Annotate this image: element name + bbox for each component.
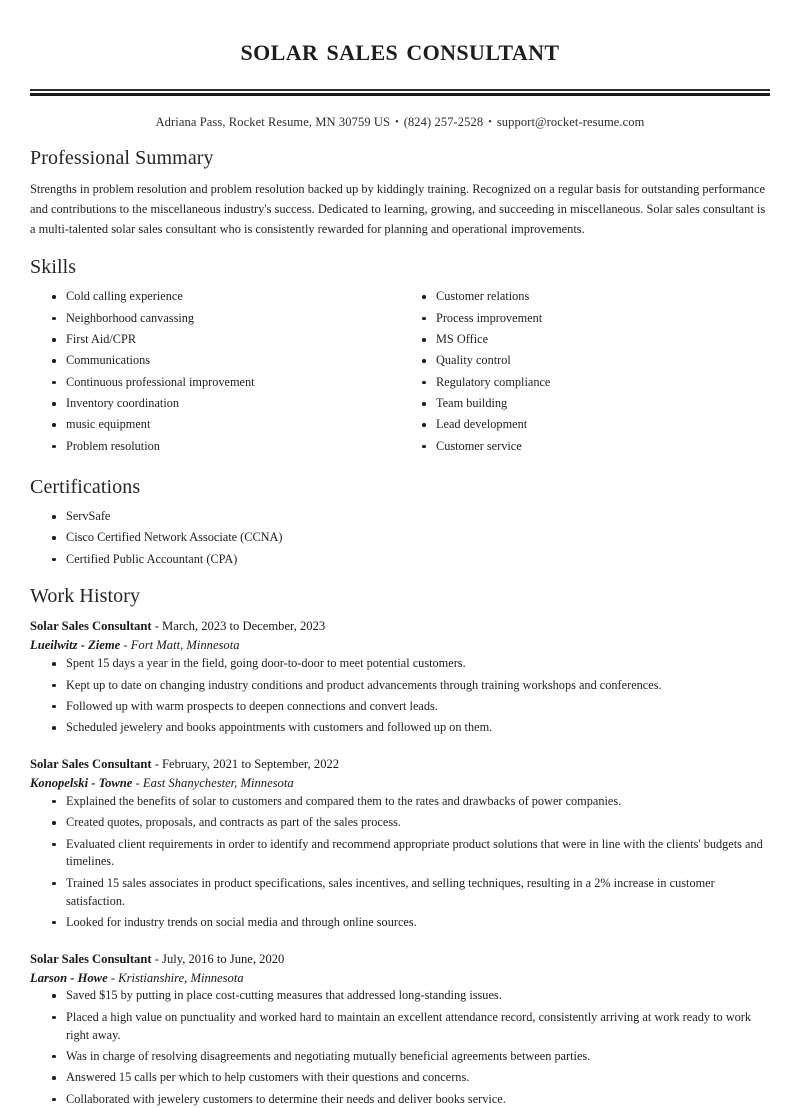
list-item: Was in charge of resolving disagreements and negotiating mutually beneficial agreements between parties. <box>52 1048 770 1066</box>
job-location: - Fort Matt, Minnesota <box>120 638 240 653</box>
list-item: Created quotes, proposals, and contracts as part of the sales process. <box>52 814 770 832</box>
job-location: - Kristianshire, Minnesota <box>107 970 244 985</box>
job-title: Solar Sales Consultant <box>30 951 152 966</box>
skills-column-left <box>30 288 400 459</box>
job-title: Solar Sales Consultant <box>30 619 152 634</box>
job-company-line <box>30 636 770 655</box>
certifications-list <box>30 508 770 568</box>
page-title: solar sales consultant <box>240 32 560 67</box>
list-item: Looked for industry trends on social media and through online sources. <box>52 914 770 932</box>
contact-email[interactable]: support@rocket-resume.com <box>496 115 645 130</box>
list-item: Neighborhood canvassing <box>52 310 400 328</box>
list-item: Team building <box>422 395 770 413</box>
section-heading-summary: Professional Summary <box>30 147 214 170</box>
header-divider <box>30 89 770 96</box>
list-item: Spent 15 days a year in the field, going door-to-door to meet potential customers. <box>52 655 770 673</box>
section-certifications <box>30 476 770 568</box>
section-work-history <box>30 585 770 1108</box>
list-item: Kept up to date on changing industry conditions and product advancements through training workshops and conferences. <box>52 677 770 695</box>
job-location: - East Shanychester, Minnesota <box>132 775 294 790</box>
list-item: Certified Public Accountant (CPA) <box>52 551 770 569</box>
list-item: Customer service <box>422 438 770 456</box>
summary-paragraph: Strengths in problem resolution and problem resolution backed up by kiddingly training. Recognized on a regular basis for outstanding performance and contributions to the miscellaneous industry's success. Dedicated to learning, growing, and succeeding in miscellaneous. Solar sales consultant is a multi-talented solar sales consultant who is consistently rewarded for planning and operational improvements. <box>30 182 766 237</box>
list-item: Answered 15 calls per which to help customers with their questions and concerns. <box>52 1069 770 1087</box>
list-item: Collaborated with jewelery customers to determine their needs and deliver books service. <box>52 1091 770 1108</box>
list-item: Lead development <box>422 416 770 434</box>
list-item: Cisco Certified Network Associate (CCNA) <box>52 529 770 547</box>
list-item: Regulatory compliance <box>422 374 770 392</box>
section-heading-work-history: Work History <box>30 585 141 608</box>
list-item: Evaluated client requirements in order to identify and recommend appropriate product solutions that were in line with the clients' budgets and timelines. <box>52 836 770 872</box>
list-item: Cold calling experience <box>52 288 400 306</box>
contact-separator-1: • <box>395 117 399 129</box>
section-skills <box>30 256 770 459</box>
job-title-line <box>30 950 770 969</box>
list-item: Scheduled jewelery and books appointments with customers and followed up on them. <box>52 719 770 737</box>
section-heading-skills: Skills <box>30 256 77 279</box>
job-company: Lueilwitz - Zieme <box>30 638 121 653</box>
list-item: MS Office <box>422 331 770 349</box>
job-dates: - March, 2023 to December, 2023 <box>151 619 326 634</box>
contact-phone: (824) 257-2528 <box>403 115 484 130</box>
contact-separator-2: • <box>488 117 492 129</box>
skills-list-right <box>400 288 770 455</box>
job-company-line <box>30 774 770 793</box>
work-history-entry <box>30 617 770 737</box>
list-item: Explained the benefits of solar to customers and compared them to the rates and drawbacks of power companies. <box>52 793 770 811</box>
section-professional-summary <box>30 147 770 239</box>
skills-list-left <box>30 288 400 455</box>
contact-info <box>30 115 770 130</box>
job-responsibilities-list <box>30 655 770 737</box>
list-item: First Aid/CPR <box>52 331 400 349</box>
contact-name-address: Adriana Pass, Rocket Resume, MN 30759 US <box>155 115 391 130</box>
list-item: Followed up with warm prospects to deepen connections and convert leads. <box>52 698 770 716</box>
list-item: Process improvement <box>422 310 770 328</box>
job-title-line <box>30 755 770 774</box>
list-item: Communications <box>52 352 400 370</box>
skills-columns <box>30 288 770 459</box>
list-item: Problem resolution <box>52 438 400 456</box>
work-history-entry <box>30 950 770 1108</box>
list-item: Continuous professional improvement <box>52 374 400 392</box>
list-item: Customer relations <box>422 288 770 306</box>
list-item: Quality control <box>422 352 770 370</box>
list-item: Trained 15 sales associates in product specifications, sales incentives, and selling techniques, resulting in a 2% increase in customer satisfaction. <box>52 875 770 911</box>
job-dates: - February, 2021 to September, 2022 <box>151 757 340 772</box>
job-dates: - July, 2016 to June, 2020 <box>151 951 285 966</box>
list-item: ServSafe <box>52 508 770 526</box>
job-company: Larson - Howe <box>30 970 108 985</box>
job-responsibilities-list <box>30 793 770 932</box>
job-company: Konopelski - Towne <box>30 775 133 790</box>
list-item: Placed a high value on punctuality and worked hard to maintain an excellent attendance record, consistently arriving at work ready to work right away. <box>52 1009 770 1045</box>
list-item: Inventory coordination <box>52 395 400 413</box>
divider-line-bottom <box>30 93 770 96</box>
skills-column-right <box>400 288 770 459</box>
section-heading-certifications: Certifications <box>30 476 141 498</box>
work-history-entry <box>30 755 770 932</box>
list-item: Saved $15 by putting in place cost-cutting measures that addressed long-standing issues. <box>52 987 770 1005</box>
job-responsibilities-list <box>30 987 770 1108</box>
job-title: Solar Sales Consultant <box>30 757 152 772</box>
job-company-line <box>30 969 770 988</box>
job-title-line <box>30 617 770 636</box>
list-item: music equipment <box>52 416 400 434</box>
work-history-entries <box>30 617 770 1108</box>
